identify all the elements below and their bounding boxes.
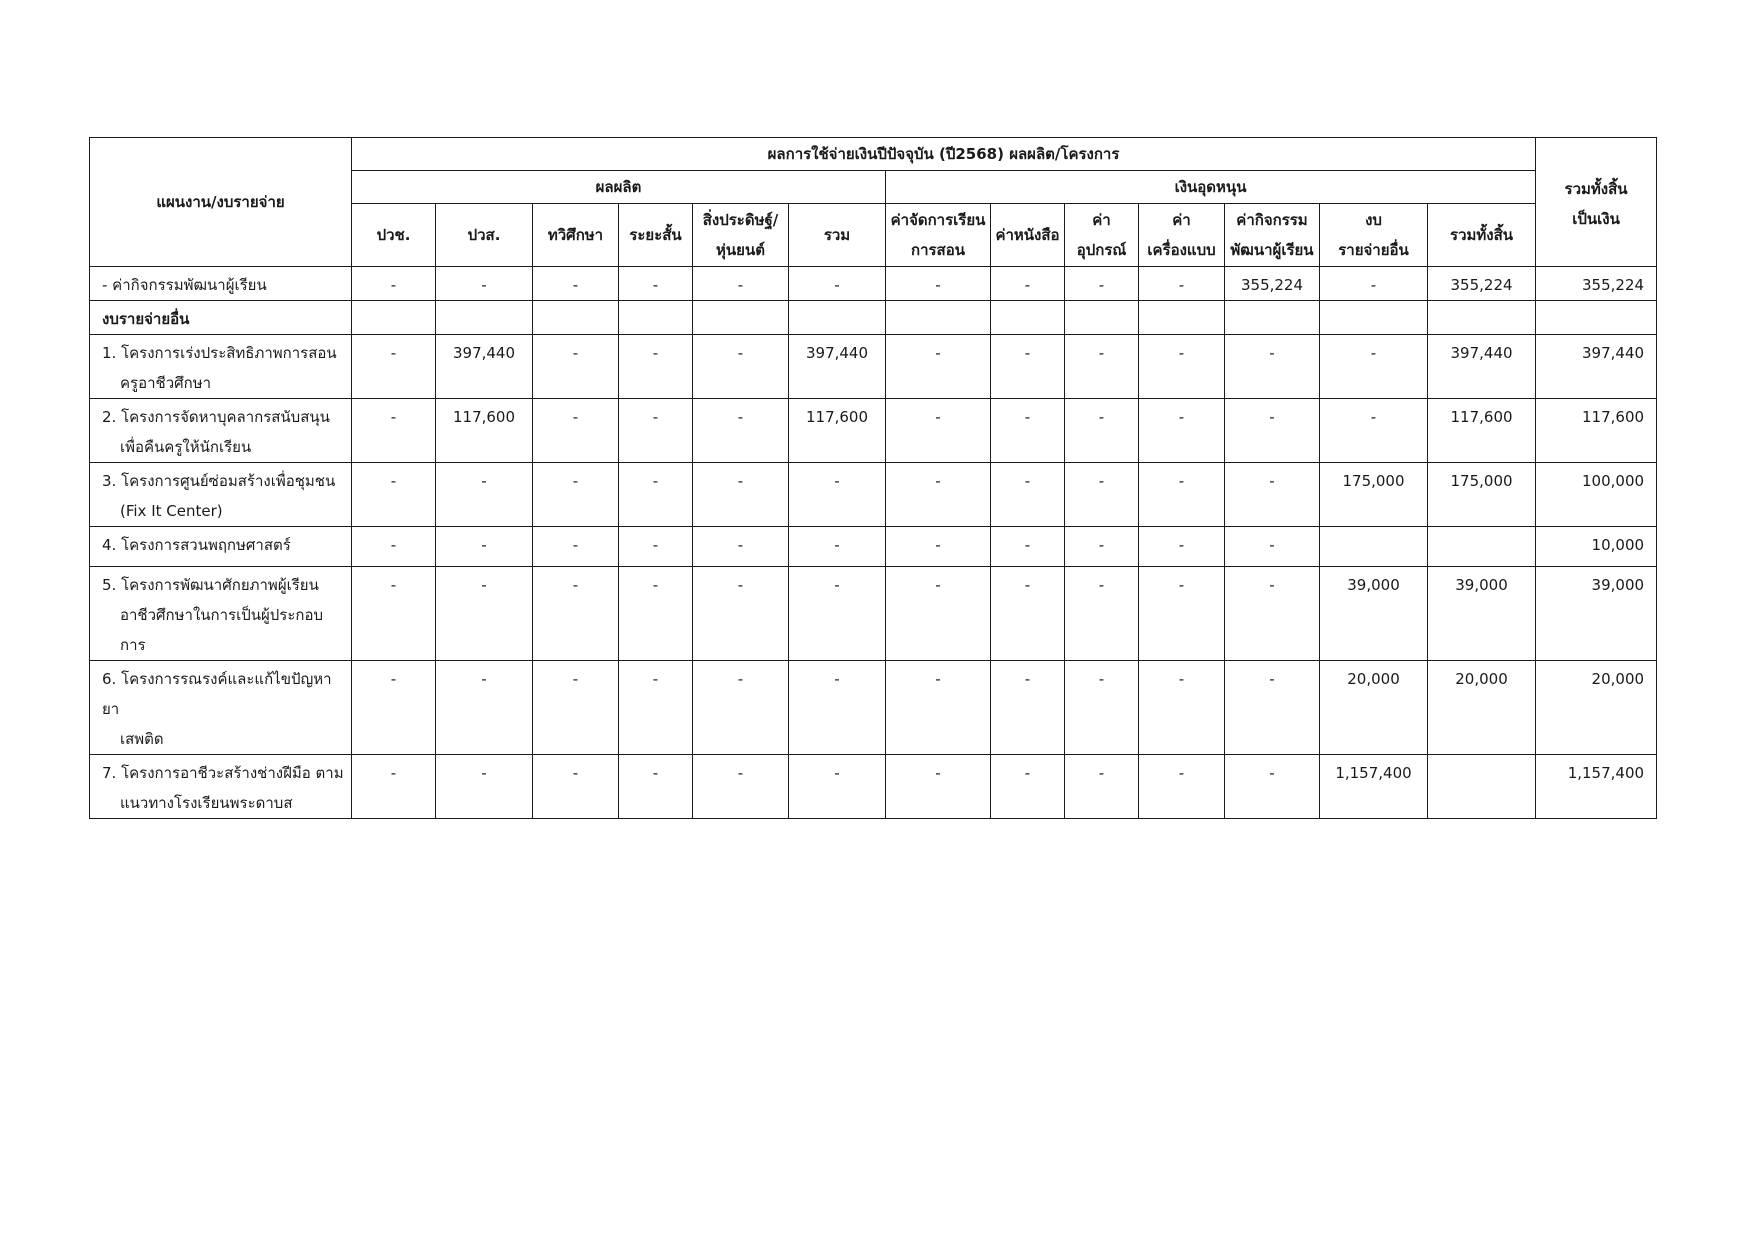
value-cell: -: [619, 527, 693, 567]
table-row: [90, 567, 1657, 661]
table-row: [90, 399, 1657, 463]
value-cell: -: [352, 399, 436, 463]
value-cell: -: [789, 527, 886, 567]
value-cell: -: [619, 661, 693, 755]
value-cell: -: [1139, 755, 1225, 819]
row-label-line2: อาชีวศึกษาในการเป็นผู้ประกอบการ: [120, 606, 324, 654]
value-cell: -: [693, 463, 789, 527]
value-cell: 100,000: [1536, 463, 1657, 527]
value-cell: -: [886, 527, 991, 567]
row-label-line1: 3. โครงการศูนย์ซ่อมสร้างเพื่อชุมชน: [102, 472, 336, 490]
value-cell: -: [533, 755, 619, 819]
value-cell: -: [619, 267, 693, 301]
value-cell: [1139, 301, 1225, 335]
value-cell: -: [886, 567, 991, 661]
value-cell: -: [533, 399, 619, 463]
value-cell: -: [1065, 267, 1139, 301]
value-cell: -: [619, 463, 693, 527]
row-label: [90, 463, 352, 527]
value-cell: -: [1065, 567, 1139, 661]
value-cell: [1065, 301, 1139, 335]
value-cell: -: [991, 527, 1065, 567]
table-row: [90, 335, 1657, 399]
col-books-header: ค่าหนังสือ: [991, 204, 1065, 267]
value-cell: -: [789, 567, 886, 661]
col-activity-header: ค่ากิจกรรม พัฒนาผู้เรียน: [1225, 204, 1320, 267]
value-cell: -: [693, 661, 789, 755]
value-cell: -: [886, 335, 991, 399]
row-label-line1: 5. โครงการพัฒนาศักยภาพผู้เรียน: [102, 576, 319, 594]
value-cell: -: [789, 267, 886, 301]
value-cell: 175,000: [1428, 463, 1536, 527]
value-cell: -: [1065, 399, 1139, 463]
value-cell: -: [886, 267, 991, 301]
value-cell: -: [1225, 335, 1320, 399]
row-label: [90, 267, 352, 301]
row-label-line2: ครูอาชีวศึกษา: [120, 374, 212, 392]
value-cell: -: [693, 399, 789, 463]
value-cell: 20,000: [1536, 661, 1657, 755]
value-cell: -: [991, 267, 1065, 301]
value-cell: 117,600: [1536, 399, 1657, 463]
value-cell: -: [436, 661, 533, 755]
table-row: [90, 755, 1657, 819]
col-other-header: งบ รายจ่ายอื่น: [1320, 204, 1428, 267]
col-equipment-header: ค่า อุปกรณ์: [1065, 204, 1139, 267]
row-label: [90, 335, 352, 399]
value-cell: [352, 301, 436, 335]
value-cell: -: [352, 463, 436, 527]
value-cell: -: [619, 755, 693, 819]
value-cell: [619, 301, 693, 335]
value-cell: 397,440: [1428, 335, 1536, 399]
value-cell: -: [1139, 399, 1225, 463]
row-label-line2: เสพติด: [120, 730, 164, 748]
value-cell: -: [533, 527, 619, 567]
value-cell: -: [886, 755, 991, 819]
value-cell: -: [886, 661, 991, 755]
col-pvs-header: ปวส.: [436, 204, 533, 267]
section-row: [90, 301, 1657, 335]
value-cell: -: [533, 661, 619, 755]
row-label-line1: 2. โครงการจัดหาบุคลากรสนับสนุน: [102, 408, 330, 426]
value-cell: -: [352, 527, 436, 567]
table-row: [90, 527, 1657, 567]
row-label-line1: - ค่ากิจกรรมพัฒนาผู้เรียน: [102, 276, 267, 294]
products-group-header: ผลผลิต: [352, 171, 886, 204]
value-cell: 117,600: [789, 399, 886, 463]
value-cell: [991, 301, 1065, 335]
value-cell: -: [693, 335, 789, 399]
value-cell: -: [619, 335, 693, 399]
value-cell: 117,600: [1428, 399, 1536, 463]
value-cell: 397,440: [436, 335, 533, 399]
value-cell: -: [991, 399, 1065, 463]
value-cell: -: [1139, 567, 1225, 661]
value-cell: 39,000: [1536, 567, 1657, 661]
col-total-header: รวม: [789, 204, 886, 267]
value-cell: 20,000: [1428, 661, 1536, 755]
row-label-line2: แนวทางโรงเรียนพระดาบส: [120, 794, 293, 812]
value-cell: 1,157,400: [1536, 755, 1657, 819]
value-cell: -: [991, 463, 1065, 527]
value-cell: -: [1225, 527, 1320, 567]
col-uniform-header: ค่า เครื่องแบบ: [1139, 204, 1225, 267]
value-cell: -: [533, 567, 619, 661]
value-cell: -: [352, 755, 436, 819]
table-row: [90, 661, 1657, 755]
value-cell: -: [789, 755, 886, 819]
col-teaching-header: ค่าจัดการเรียน การสอน: [886, 204, 991, 267]
value-cell: -: [1225, 661, 1320, 755]
value-cell: -: [352, 335, 436, 399]
value-cell: -: [1065, 463, 1139, 527]
value-cell: 117,600: [436, 399, 533, 463]
budget-table: [89, 137, 1657, 819]
value-cell: -: [991, 335, 1065, 399]
value-cell: 397,440: [789, 335, 886, 399]
value-cell: 20,000: [1320, 661, 1428, 755]
value-cell: 175,000: [1320, 463, 1428, 527]
value-cell: 39,000: [1320, 567, 1428, 661]
value-cell: [533, 301, 619, 335]
value-cell: [1428, 755, 1536, 819]
value-cell: [1320, 301, 1428, 335]
value-cell: 355,224: [1428, 267, 1536, 301]
value-cell: -: [436, 463, 533, 527]
value-cell: -: [1065, 661, 1139, 755]
value-cell: 355,224: [1536, 267, 1657, 301]
value-cell: -: [1320, 267, 1428, 301]
value-cell: -: [436, 567, 533, 661]
row-label-line2: เพื่อคืนครูให้นักเรียน: [120, 438, 252, 456]
row-label-line1: งบรายจ่ายอื่น: [102, 310, 190, 328]
value-cell: -: [991, 661, 1065, 755]
value-cell: [693, 301, 789, 335]
value-cell: -: [1139, 463, 1225, 527]
value-cell: -: [1225, 567, 1320, 661]
value-cell: [1536, 301, 1657, 335]
col-invention-header: สิ่งประดิษฐ์/ หุ่นยนต์: [693, 204, 789, 267]
value-cell: -: [1139, 335, 1225, 399]
value-cell: [886, 301, 991, 335]
value-cell: -: [352, 661, 436, 755]
row-label-line1: 6. โครงการรณรงค์และแก้ไขปัญหายา: [102, 670, 332, 718]
value-cell: -: [533, 267, 619, 301]
row-label: [90, 301, 352, 335]
value-cell: -: [1065, 335, 1139, 399]
col-short-header: ระยะสั้น: [619, 204, 693, 267]
value-cell: -: [619, 399, 693, 463]
value-cell: -: [1139, 661, 1225, 755]
value-cell: -: [991, 567, 1065, 661]
value-cell: -: [693, 755, 789, 819]
table-row: [90, 463, 1657, 527]
value-cell: -: [1065, 755, 1139, 819]
value-cell: [1320, 527, 1428, 567]
row-label-line1: 7. โครงการอาชีวะสร้างช่างฝีมือ ตาม: [102, 764, 344, 782]
value-cell: -: [693, 527, 789, 567]
value-cell: -: [533, 463, 619, 527]
row-label: [90, 567, 352, 661]
row-label: [90, 755, 352, 819]
value-cell: -: [619, 567, 693, 661]
value-cell: -: [533, 335, 619, 399]
value-cell: -: [991, 755, 1065, 819]
value-cell: 355,224: [1225, 267, 1320, 301]
col-dual-header: ทวิศึกษา: [533, 204, 619, 267]
value-cell: -: [789, 661, 886, 755]
row-label-line1: 4. โครงการสวนพฤกษศาสตร์: [102, 536, 291, 554]
row-label: [90, 527, 352, 567]
value-cell: -: [436, 527, 533, 567]
row-label: [90, 661, 352, 755]
value-cell: 10,000: [1536, 527, 1657, 567]
col-subtotal-header: รวมทั้งสิ้น: [1428, 204, 1536, 267]
value-cell: -: [886, 463, 991, 527]
value-cell: -: [1139, 267, 1225, 301]
value-cell: 39,000: [1428, 567, 1536, 661]
value-cell: -: [1225, 399, 1320, 463]
col-pvc-header: ปวช.: [352, 204, 436, 267]
value-cell: -: [789, 463, 886, 527]
value-cell: -: [1225, 463, 1320, 527]
grand-total-header: รวมทั้งสิ้น เป็นเงิน: [1536, 138, 1657, 267]
value-cell: -: [1139, 527, 1225, 567]
table-row: [90, 267, 1657, 301]
value-cell: [1428, 301, 1536, 335]
value-cell: -: [1225, 755, 1320, 819]
value-cell: -: [436, 267, 533, 301]
value-cell: 397,440: [1536, 335, 1657, 399]
value-cell: -: [1320, 335, 1428, 399]
value-cell: -: [436, 755, 533, 819]
row-label-line1: 1. โครงการเร่งประสิทธิภาพการสอน: [102, 344, 337, 362]
subsidy-group-header: เงินอุดหนุน: [886, 171, 1536, 204]
value-cell: -: [693, 567, 789, 661]
row-label-line2: (Fix It Center): [120, 502, 223, 520]
value-cell: -: [886, 399, 991, 463]
value-cell: [436, 301, 533, 335]
value-cell: [1225, 301, 1320, 335]
value-cell: -: [693, 267, 789, 301]
value-cell: -: [1320, 399, 1428, 463]
group-title-header: ผลการใช้จ่ายเงินปีปัจจุบัน (ปี2568) ผลผลิต/โครงการ: [352, 138, 1536, 171]
row-label: [90, 399, 352, 463]
value-cell: 1,157,400: [1320, 755, 1428, 819]
table-body: [90, 267, 1657, 819]
value-cell: [1428, 527, 1536, 567]
value-cell: -: [352, 567, 436, 661]
value-cell: -: [352, 267, 436, 301]
value-cell: [789, 301, 886, 335]
row-label-header: แผนงาน/งบรายจ่าย: [90, 138, 352, 267]
value-cell: -: [1065, 527, 1139, 567]
